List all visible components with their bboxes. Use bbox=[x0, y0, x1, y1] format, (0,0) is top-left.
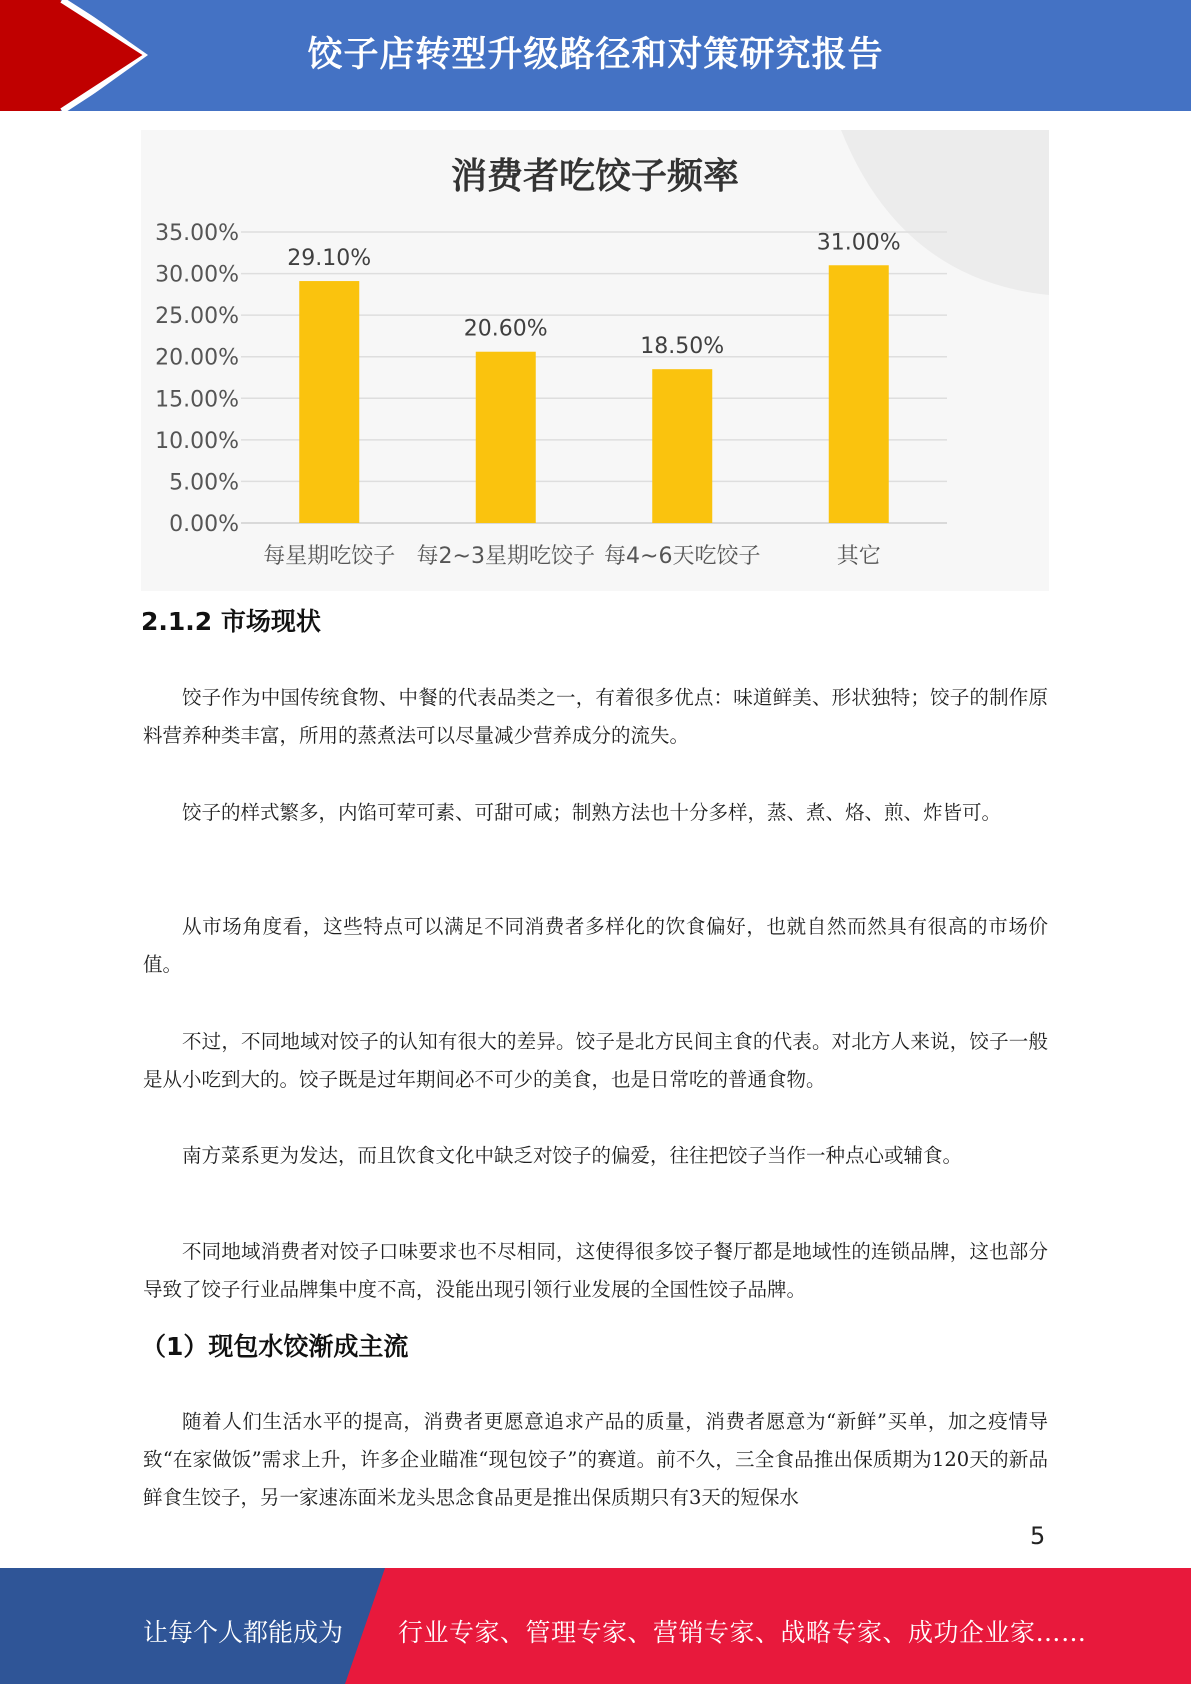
report-title: 饺子店转型升级路径和对策研究报告 bbox=[307, 35, 884, 75]
paragraph-4: 不过，不同地域对饺子的认知有很大的差异。饺子是北方民间主食的代表。对北方人来说，饺子一般是从小吃到大的。饺子既是过年期间必不可少的美食，也是日常吃的普通食物。 bbox=[143, 1030, 1048, 1091]
bar bbox=[652, 369, 712, 523]
x-category-label: 每星期吃饺子 bbox=[263, 544, 396, 569]
paragraph-1: 饺子作为中国传统食物、中餐的代表品类之一，有着很多优点：味道鲜美、形状独特；饺子的制作原料营养种类丰富，所用的蒸煮法可以尽量减少营养成分的流失。 bbox=[143, 686, 1048, 747]
page-footer bbox=[0, 1568, 1191, 1684]
paragraph-5: 南方菜系更为发达，而且饮食文化中缺乏对饺子的偏爱，往往把饺子当作一种点心或辅食。 bbox=[182, 1144, 963, 1167]
y-tick-label: 35.00% bbox=[155, 221, 239, 246]
y-tick-label: 20.00% bbox=[155, 345, 239, 371]
footer-slogan-left: 让每个人都能成为 bbox=[143, 1618, 344, 1647]
data-label: 31.00% bbox=[816, 230, 901, 256]
data-label: 18.50% bbox=[640, 334, 725, 360]
subsection-heading: （1）现包水饺渐成主流 bbox=[141, 1332, 409, 1361]
paragraph-3: 从市场角度看，这些特点可以满足不同消费者多样化的饮食偏好，也就自然而然具有很高的市场价值。 bbox=[143, 915, 1048, 976]
x-category-label: 每4~6天吃饺子 bbox=[604, 544, 761, 569]
data-label: 29.10% bbox=[287, 246, 372, 272]
bar bbox=[829, 265, 889, 523]
footer-slogan-right: 行业专家、管理专家、营销专家、战略专家、成功企业家…… bbox=[398, 1618, 1087, 1647]
y-tick-label: 0.00% bbox=[169, 512, 239, 537]
x-category-label: 每2~3星期吃饺子 bbox=[416, 544, 595, 569]
paragraph-6: 不同地域消费者对饺子口味要求也不尽相同，这使得很多饺子餐厅都是地域性的连锁品牌，这也部分导致了饺子行业品牌集中度不高，没能出现引领行业发展的全国性饺子品牌。 bbox=[143, 1240, 1048, 1301]
chart-title: 消费者吃饺子频率 bbox=[450, 155, 740, 197]
bar-chart-svg bbox=[141, 130, 1049, 591]
section-heading: 2.1.2 市场现状 bbox=[141, 607, 321, 636]
y-tick-label: 10.00% bbox=[155, 428, 239, 454]
page-header bbox=[0, 0, 1191, 111]
y-tick-label: 25.00% bbox=[155, 304, 239, 330]
data-label: 20.60% bbox=[463, 316, 548, 342]
bar bbox=[476, 352, 536, 523]
paragraph-sub: 随着人们生活水平的提高，消费者更愿意追求产品的质量，消费者愿意为“新鲜”买单，加之疫情导致“在家做饭”需求上升，许多企业瞄准“现包饺子”的赛道。前不久，三全食品推出保质期为120天的新品鲜食生饺子，另一家速冻面米龙头思念食品更是推出保质期只有3天的短保水 bbox=[143, 1410, 1048, 1509]
x-category-label: 其它 bbox=[836, 544, 881, 569]
page-number: 5 bbox=[1030, 1522, 1046, 1550]
bar-chart bbox=[141, 130, 1049, 591]
y-tick-label: 5.00% bbox=[169, 470, 239, 496]
y-tick-label: 15.00% bbox=[155, 387, 239, 413]
bar bbox=[299, 281, 359, 523]
y-tick-label: 30.00% bbox=[155, 262, 239, 288]
paragraph-2: 饺子的样式繁多，内馅可荤可素、可甜可咸；制熟方法也十分多样，蒸、煮、烙、煎、炸皆可。 bbox=[182, 801, 1002, 824]
